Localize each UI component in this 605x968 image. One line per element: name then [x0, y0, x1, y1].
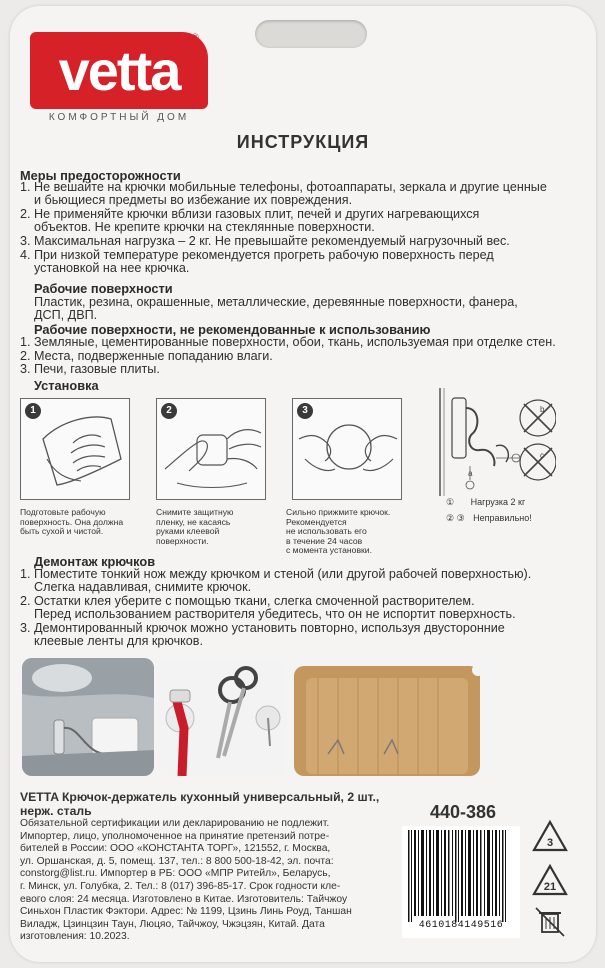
diagram-legend-2	[446, 514, 532, 524]
caption-line: поверхность. Она должна	[20, 516, 124, 527]
removal-heading: Демонтаж крючков	[34, 554, 156, 569]
peel-film-icon	[157, 399, 265, 499]
sink-photo-image	[22, 658, 154, 776]
caption-line: пленку, не касаясь	[156, 516, 231, 527]
caption-line: поверхности.	[156, 535, 209, 546]
product-sku: 440-386	[430, 802, 497, 822]
caption-line: Рекомендуется	[286, 516, 347, 527]
not-recommended-line: 3. Печи, газовые плиты.	[20, 362, 160, 376]
caption-line: быть сухой и чистой.	[20, 526, 104, 537]
caption-line: руками клеевой	[156, 526, 220, 537]
diagram-label-b: b	[540, 405, 545, 414]
surfaces-heading: Рабочие поверхности	[34, 281, 173, 296]
page-title: ИНСТРУКЦИЯ	[236, 132, 370, 152]
caption-line: с момента установки.	[286, 545, 372, 556]
recycle-icon-paper	[530, 862, 570, 904]
brand-slogan: КОМФОРТНЫЙ ДОМ	[48, 112, 190, 123]
removal-line: 2. Остатки клея уберите с помощью ткани, слегка смоченной растворителем.	[20, 594, 475, 608]
board-photo-image	[288, 658, 496, 776]
precaution-line: 3. Максимальная нагрузка – 2 кг. Не превышайте рекомендуемый нагрузочный вес.	[20, 234, 510, 248]
step-3-illustration	[292, 398, 402, 500]
precaution-line: 4. При низкой температуре рекомендуется прогреть рабочую поверхность перед	[20, 248, 494, 262]
caption-line: Подготовьте рабочую	[20, 507, 106, 517]
step-2-number: 2	[161, 403, 177, 419]
precaution-line: и бьющиеся предметы во избежание их повреждения.	[34, 193, 353, 207]
photo-cutting-board	[288, 658, 496, 776]
precaution-line: объектов. Не крепите крючки на стеклянные поверхности.	[34, 220, 375, 234]
legal-line: ул. Оршанская, д. 5, помещ. 137, тел.: 8 800 500-18-42, эл. почта:	[20, 855, 334, 867]
removal-line: Слегка надавливая, снимите крючок.	[34, 580, 252, 594]
barcode-number: 4610184149516	[418, 920, 504, 931]
step-1-number: 1	[25, 403, 41, 419]
hook-load-diagram	[436, 388, 556, 498]
diagram-label-a: a	[468, 469, 473, 478]
caption-line: Снимите защитную	[156, 507, 234, 517]
not-recommended-line: 1. Земляные, цементированные поверхности, обои, ткань, используемая при отделке стен.	[20, 335, 556, 349]
legal-line: Обязательной сертификации или декларированию не подлежит.	[20, 818, 330, 829]
diagram-legend-1	[446, 498, 525, 508]
legend-marks: ② ③	[446, 513, 465, 523]
precautions-heading: Меры предосторожности	[20, 168, 181, 183]
hang-hole	[255, 20, 367, 48]
legal-line: Виладж, Цзинцзин Таун, Люцяо, Тайчжоу, Чжэцзян, Китай. Дата	[20, 918, 325, 930]
surfaces-line: ДСП, ДВП.	[34, 308, 98, 322]
brand-logo	[30, 32, 208, 109]
step-2-caption	[156, 508, 233, 546]
precaution-line: 2. Не применяйте крючки вблизи газовых плит, печей и других нагревающихся	[20, 207, 480, 221]
legend-text: Неправильно!	[473, 513, 532, 523]
step-2-illustration	[156, 398, 266, 500]
peeler-photo-image	[158, 658, 286, 776]
legend-text: Нагрузка 2 кг	[470, 497, 526, 507]
brand-name: vetta	[58, 39, 180, 102]
diagram-label-c: c	[540, 451, 544, 460]
caption-line: Сильно прижмите крючок.	[286, 507, 391, 517]
step-1-illustration	[20, 398, 130, 500]
step-3-number: 3	[297, 403, 313, 419]
precaution-line: 1. Не вешайте на крючки мобильные телефоны, фотоаппараты, зеркала и другие ценные	[20, 180, 547, 194]
packaging-card	[10, 6, 596, 962]
recycle-code-2: 21	[543, 881, 557, 893]
legal-line: евого слоя: 24 месяца. Изготовлено в Китае. Изготовитель: Тайчжоу	[20, 893, 348, 905]
installation-heading: Установка	[34, 378, 99, 393]
removal-line: 1. Поместите тонкий нож между крючком и стеной (или другой рабочей поверхностью).	[20, 567, 532, 581]
trash-bin-icon	[532, 904, 568, 940]
recycle-icon-pp	[530, 818, 570, 860]
legal-line: Импортер, лицо, уполномоченное на принятие претензий потре-	[20, 830, 330, 842]
registered-mark: ®	[192, 32, 199, 42]
legal-line: изготовления: 10.2023.	[20, 931, 130, 943]
not-recommended-heading: Рабочие поверхности, не рекомендованные к использованию	[34, 322, 431, 337]
caption-line: в течение 24 часов	[286, 535, 363, 546]
product-name-line2: нерж. сталь	[20, 804, 92, 818]
legend-marks: ①	[446, 497, 455, 507]
removal-line: клеевые ленты для крючков.	[34, 634, 203, 648]
legal-line: Синьхон Пластик Фэктори. Адрес: № 1199, Цзинь Линь Роуд, Таншан	[20, 906, 352, 918]
photo-sink-hook	[22, 658, 154, 776]
legal-line: бителей в России: ООО «КОНСТАНТА ТОРГ», 121552, г. Москва,	[20, 843, 331, 855]
photo-peeler-scissors	[158, 658, 286, 776]
precaution-line: установкой на нее крючка.	[34, 261, 190, 275]
not-recommended-line: 2. Места, подверженные попаданию влаги.	[20, 349, 273, 363]
removal-line: 3. Демонтированный крючок можно установить повторно, используя двусторонние	[20, 621, 505, 635]
product-name-line1: VETTA Крючок-держатель кухонный универсальный, 2 шт.,	[20, 790, 380, 804]
surfaces-line: Пластик, резина, окрашенные, металлические, деревянные поверхности, фанера,	[34, 295, 518, 309]
step-3-caption	[286, 508, 390, 556]
legal-line: constorg@list.ru. Импортер в РБ: ООО «МПР Ритейл», Беларусь,	[20, 868, 331, 880]
step-1-caption	[20, 508, 123, 537]
legal-line: г. Минск, ул. Голубка, 2. Тел.: 8 (017) 396-85-17. Срок годности кле-	[20, 880, 341, 892]
barcode	[402, 826, 520, 938]
recycle-code-1: 3	[546, 837, 554, 849]
cloth-wipe-icon	[21, 399, 129, 499]
removal-line: Перед использованием растворителя убедитесь, что он не испортит поверхность.	[34, 607, 516, 621]
legal-text	[20, 818, 400, 944]
caption-line: не использовать его	[286, 526, 367, 537]
barcode-bars	[402, 826, 520, 922]
press-hook-icon	[293, 399, 401, 499]
